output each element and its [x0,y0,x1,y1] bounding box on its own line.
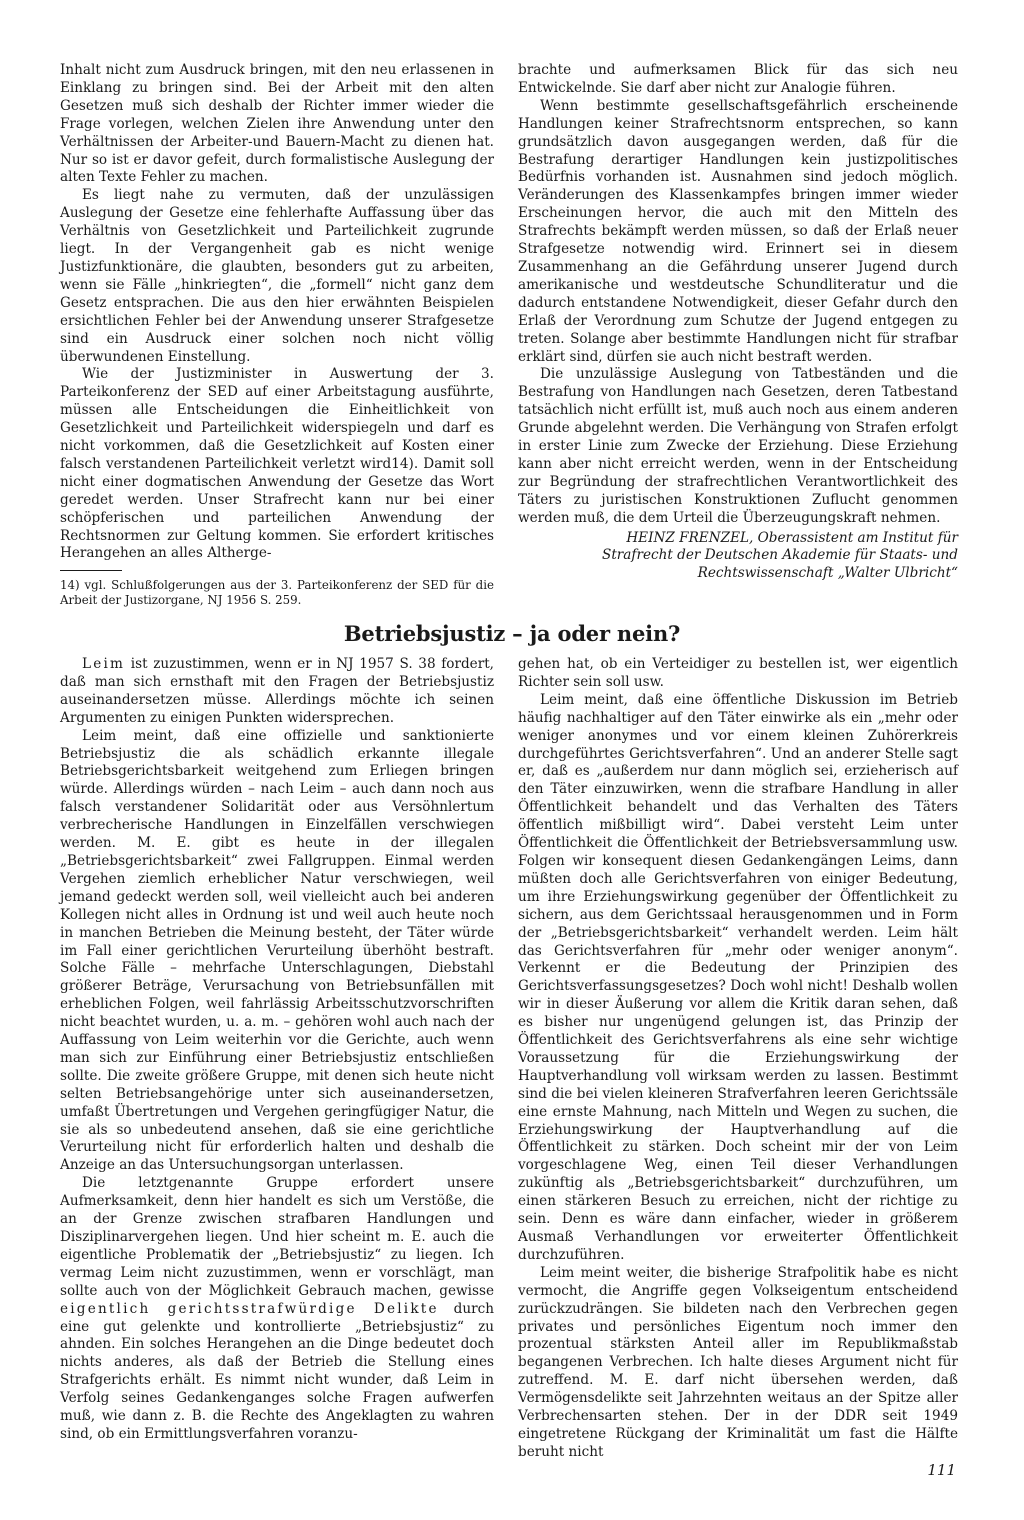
signature-line: Rechtswissenschaft „Walter Ulbricht“ [697,565,958,582]
column-top-right [518,62,958,583]
footnote: 14) vgl. Schlußfolgerungen aus der 3. Parteikonferenz der SED für die Arbeit der Justizorgane, NJ 1956 S. 259. [60,578,494,608]
column-bottom-right [518,656,958,1462]
signature-line: HEINZ FRENZEL, Oberassistent am Institut für [626,529,958,546]
paragraph: Leim meint weiter, die bisherige Strafpolitik habe es nicht vermocht, die Angriffe gegen Volkseigentum entscheidend zurückzudrängen. Sie bildeten nach den Verbrechen gegen privates und persönliches Eigentum noch immer den prozentual stärksten Anteil aller im Republikmaßstab begangenen Verbrechen. Ich halte dieses Argument nicht für zutreffend. M. E. darf nicht übersehen werden, daß Vermögensdelikte seit Jahrzehnten weitaus an der Spitze aller Verbrechensarten stehen. Der in der DDR seit 1949 eingetretene Rückgang der Kriminalität um fast die Hälfte beruht nicht [518,1264,958,1460]
column-bottom-left [60,656,494,1444]
paragraph: brachte und aufmerksamen Blick für das sich neu Entwickelnde. Sie darf aber nicht zur Analogie führen. [518,62,958,96]
paragraph-text: Die letztgenannte Gruppe erfordert unsere Aufmerksamkeit, denn hier handelt es sich um Verstöße, die an der Grenze zwischen strafbaren Handlungen und Disziplinarvergehen liegen. Und hier scheint m. E. auch die eigentliche Problematik der „Betriebsjustiz“ zu liegen. Ich vermag Leim nicht zuzustimmen, wenn er vorschlägt, man sollte auch von der Möglichkeit Gebrauch machen, gewisse [60,1175,494,1299]
paragraph: Die unzulässige Auslegung von Tatbeständen und die Bestrafung von Handlungen nach Gesetzen, deren Tatbestand tatsächlich nicht erfüllt ist, muß auch noch aus einem anderen Grunde abgelehnt werden. Die Verhängung von Strafen erfolgt in erster Linie zum Zwecke der Erziehung. Diese Erziehung kann aber nicht erreicht werden, wenn in der Entscheidung zur Begründung der strafrechtlichen Verantwortlichkeit des Täters zu juristischen Konstruktionen Zuflucht genommen werden muß, die dem Urteil die Überzeugungskraft nehmen. [518,366,958,526]
paragraph: Leim meint, daß eine offizielle und sanktionierte Betriebsjustiz die als schädlich erkannte illegale Betriebsgerichtsbarkeit weitgehend zum Erliegen bringen würde. Allerdings würden – nach Leim – auch dann noch aus falsch verstandener Solidarität oder aus Versöhnlertum verbrecherische Handlungen in Einzelfällen verschwiegen werden. M. E. gibt es heute in der illegalen „Betriebsgerichtsbarkeit“ zwei Fallgruppen. Einmal werden Vergehen ziemlich erheblicher Natur verschwiegen, weil jemand gedeckt werden soll, weil vielleicht auch bei anderen Kollegen nicht alles in Ordnung ist und weil auch heute noch in manchen Betrieben die Meinung besteht, der Täter würde im Fall einer gerichtlichen Verurteilung überhöht bestraft. Solche Fälle – mehrfache Unterschlagungen, Diebstahl größerer Beträge, Verursachung von Betriebsunfällen mit erheblichen Folgen, weil fahrlässig Arbeitsschutzvorschriften nicht beachtet wurden, u. a. m. – gehören wohl auch nach der Auffassung von Leim weiterhin vor die Gerichte, auch wenn man sich zur Einführung einer Betriebsjustiz entschließen sollte. Die zweite größere Gruppe, mit denen sich heute nicht selten Betriebsangehörige unter sich auseinandersetzen, umfaßt Übertretungen und Vergehen geringfügiger Natur, die sie als so unbedeutend ansehen, daß sie eine gerichtliche Verurteilung nicht für erforderlich halten und deshalb die Anzeige an das Untersuchungsorgan unterlassen. [60,727,494,1174]
column-top-left [60,62,494,608]
signature-line: Strafrecht der Deutschen Akademie für Staats- und [602,547,958,564]
author-signature [518,530,958,584]
paragraph-text: durch eine gut gelenkte und kontrollierte „Betriebsjustiz“ zu ahnden. Ein solches Herangehen an die Dinge bedeutet doch nichts anderes, als daß der Betrieb die Stellung eines Strafgerichts erhält. Es nimmt nicht wunder, daß Leim in Verfolg seines Gedankenganges solche Fragen aufwerfen muß, wie dann z. B. die Rechte des Angeklagten zu wahren sind, ob ein Ermittlungsverfahren voranzu- [60,1300,494,1442]
page-number: 111 [927,1461,956,1479]
paragraph: Wie der Justizminister in Auswertung der 3. Parteikonferenz der SED auf einer Arbeitstagung ausführte, müssen alle Entscheidungen die Einheitlichkeit von Gesetzlichkeit und Parteilichkeit widerspiegeln und darf es nicht vorkommen, daß die Gesetzlichkeit auf Kosten einer falsch verstandenen Parteilichkeit verletzt wird14). Damit soll nicht einer dogmatischen Anwendung der Gesetze das Wort geredet werden. Unser Strafrecht kann nur bei einer schöpferischen und parteilichen Anwendung der Rechtsnormen zur Geltung kommen. Sie erfordert kritisches Herangehen an alles Altherge- [60,366,494,562]
paragraph: Wenn bestimmte gesellschaftsgefährlich erscheinende Handlungen keiner Strafrechtsnorm entsprechen, so kann grundsätzlich davon ausgegangen werden, daß für die Bestrafung derartiger Handlungen kein justizpolitisches Bedürfnis vorhanden ist. Ausnahmen sind jedoch möglich. Veränderungen des Klassenkampfes bringen immer wieder Erscheinungen hervor, die auch mit den Mitteln des Strafrechts bekämpft werden müssen, so daß der Erlaß neuer Strafgesetze notwendig wird. Erinnert sei in diesem Zusammenhang an die Gefährdung unserer Jugend durch amerikanische und westdeutsche Schundliteratur und die dadurch entstandene Notwendigkeit, dieser Gefahr durch den Erlaß der Verordnung zum Schutze der Jugend entgegen zu treten. Solange aber bestimmte Handlungen nicht für strafbar erklärt sind, dürfen sie auch nicht bestraft werden. [518,97,958,365]
paragraph [60,1175,494,1444]
paragraph: Es liegt nahe zu vermuten, daß der unzulässigen Auslegung der Gesetze eine fehlerhafte Auffassung über das Verhältnis von Gesetzlichkeit und Parteilichkeit zugrunde liegt. In der Vergangenheit gab es nicht wenige Justizfunktionäre, die glaubten, besonders gut zu arbeiten, wenn sie Fälle „hinkriegten“, die „formell“ nicht ganz dem Gesetz entsprachen. Die aus den hier erwähnten Beispielen ersichtlichen Fehler bei der Anwendung unserer Strafgesetze sind ein Ausdruck einer solchen noch nicht völlig überwundenen Einstellung. [60,187,494,365]
paragraph [60,656,494,728]
paragraph: Leim meint, daß eine öffentliche Diskussion im Betrieb häufig nachhaltiger auf den Täter einwirke als ein „mehr oder weniger anonymes und vor einem kleinen Zuhörerkreis durchgeführtes Gerichtsverfahren“. Und an anderer Stelle sagt er, daß es „außerdem nur dann möglich sei, erzieherisch auf den Täter einzuwirken, wenn die strafbare Handlung in aller Öffentlichkeit behandelt und das Verhalten des Täters öffentlich mißbilligt wird“. Dabei versteht Leim unter Öffentlichkeit die Öffentlichkeit der Betriebsversammlung usw. Folgen wir konsequent diesen Gedankengängen Leims, dann müßten doch alle Gerichtsverfahren von einiger Bedeutung, um ihre Erziehungswirkung gegenüber der Öffentlichkeit zu sichern, aus dem Gerichtssaal herausgenommen und in Form der „Betriebsgerichtsbarkeit“ verhandelt werden. Leim hält das Gerichtsverfahren für „mehr oder weniger anonym“. Verkennt er die Bedeutung der Prinzipien des Gerichtsverfassungsgesetzes? Doch wohl nicht! Deshalb wollen wir in dieser Äußerung vor allem die Kritik daran sehen, daß es bisher nur ungenügend gelungen ist, das Prinzip der Öffentlichkeit des Gerichtsverfahrens als eine sehr wichtige Voraussetzung für die Erziehungswirkung der Hauptverhandlung voll wirksam werden zu lassen. Bestimmt sind die bei vielen kleineren Strafverfahren leeren Gerichtssäle eine ernste Mahnung, nach Mitteln und Wegen zu suchen, die Erziehungswirkung der Hauptverhandlung auf die Öffentlichkeit zu stärken. Doch scheint mir der von Leim vorgeschlagene Weg, einen Teil dieser Verhandlungen zukünftig als „Betriebsgerichtsbarkeit“ durchzuführen, um einen stärkeren Besuch zu erreichen, nicht der richtige zu sein. Denn es wäre dann einfacher, wieder in größerem Ausmaß Verhandlungen vor erweiterter Öffentlichkeit durchzuführen. [518,691,958,1263]
emphasized-text: eigentlich gerichtsstrafwürdige Delikte [60,1300,439,1317]
paragraph: gehen hat, ob ein Verteidiger zu bestellen ist, wer eigentlich Richter sein soll usw. [518,656,958,690]
author-name: Leim [82,656,126,672]
paragraph-text: ist zuzustimmen, wenn er in NJ 1957 S. 38 fordert, daß man sich ernsthaft mit den Fragen der Betriebsjustiz auseinandersetzen müsse. Allerdings möchte ich seinen Argumenten zu einigen Punkten widersprechen. [60,656,494,726]
footnote-divider [60,570,122,571]
article-title: Betriebsjustiz – ja oder nein? [343,621,681,646]
paragraph: Inhalt nicht zum Ausdruck bringen, mit den neu erlassenen in Einklang zu bringen sind. Bei der Arbeit mit den alten Gesetzen muß sich deshalb der Richter immer wieder die Frage vorlegen, welchen Zielen ihre Anwendung unter den Verhältnissen der Arbeiter-und Bauern-Macht zu dienen hat. Nur so ist er davor gefeit, durch formalistische Auslegung der alten Texte Fehler zu machen. [60,62,494,186]
